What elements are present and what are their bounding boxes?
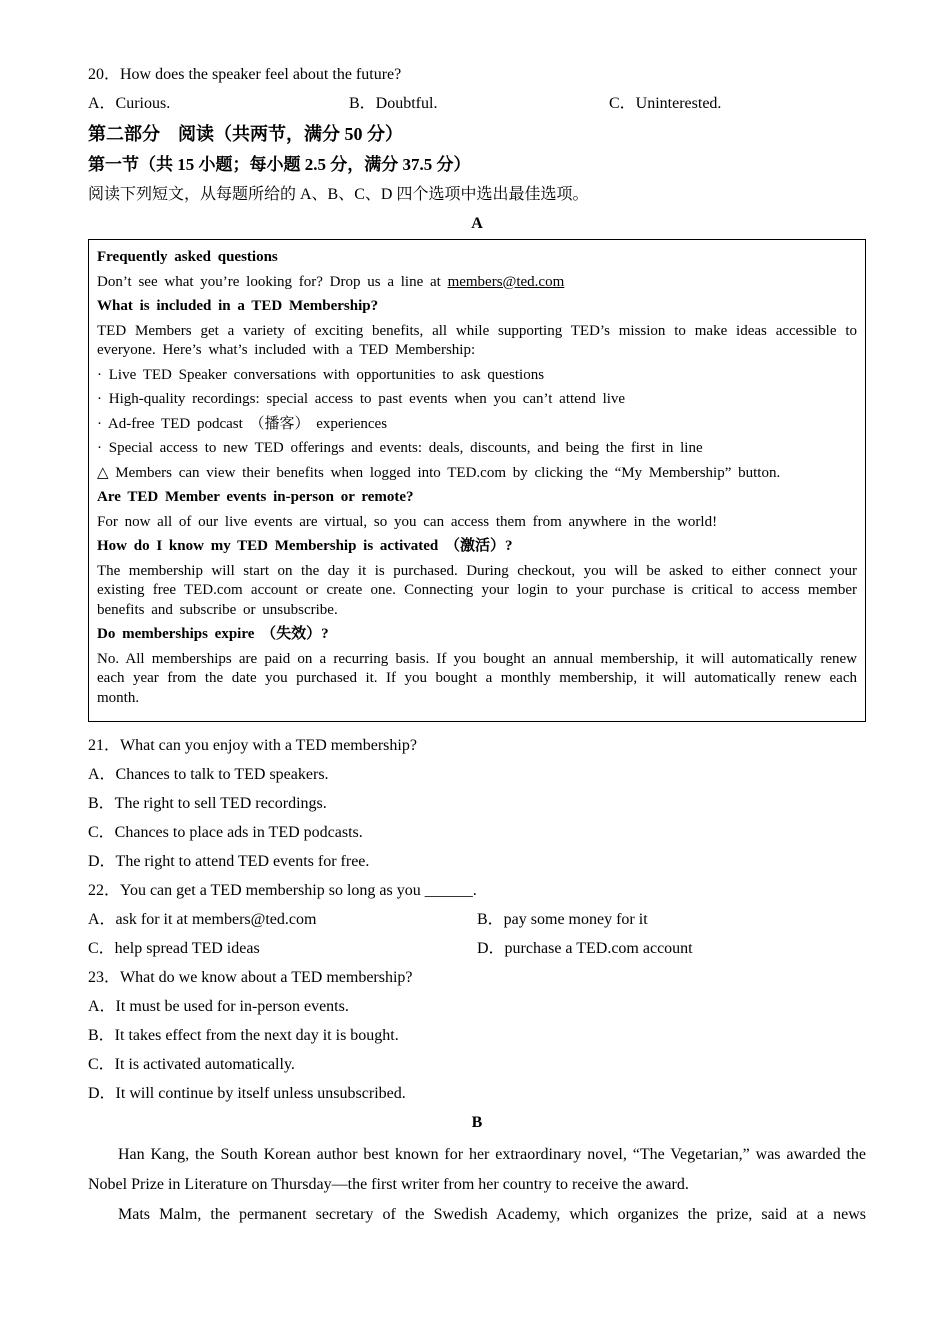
- question-23-option-a: A．It must be used for in-person events.: [88, 998, 349, 1015]
- faq-question-3-body: The membership will start on the day it is purchased. During checkout, you will be asked to either connect your existing free TED.com account or create one. Connecting your login to your purchase is critical to access member benefits and subscribe or unsubscribe.: [97, 562, 857, 618]
- question-22-option-c: C．help spread TED ideas: [88, 940, 260, 957]
- question-23-text: 23．What do we know about a TED membership?: [88, 969, 413, 986]
- question-23-option-b: B．It takes effect from the next day it is bought.: [88, 1027, 399, 1044]
- question-22-option-b: B．pay some money for it: [477, 911, 648, 928]
- question-22-text: 22．You can get a TED membership so long as you ______.: [88, 882, 477, 899]
- question-22-options-row-1: [88, 909, 866, 930]
- faq-membership-note: △ Members can view their benefits when logged into TED.com by clicking the “My Membership” button.: [97, 464, 781, 481]
- faq-bullet-item: · Ad-free TED podcast （播客） experiences: [97, 415, 388, 432]
- question-21-text: 21．What can you enjoy with a TED membership?: [88, 737, 417, 754]
- question-23-option-d: D．It will continue by itself unless unsubscribed.: [88, 1085, 406, 1102]
- passage-b-paragraph-1: Han Kang, the South Korean author best known for her extraordinary novel, “The Vegetarian,” was awarded the Nobel Prize in Literature on Thursday—the first writer from her country to receive the award.: [88, 1146, 866, 1193]
- question-20-text: 20．How does the speaker feel about the future?: [88, 66, 402, 83]
- faq-bullet-item: · Special access to new TED offerings and events: deals, discounts, and being the first in line: [97, 440, 703, 456]
- faq-question-4-heading: Do memberships expire （失效）?: [97, 626, 329, 642]
- part2-heading: 第二部分 阅读（共两节，满分 50 分）: [88, 124, 403, 144]
- passage-b-label: B: [471, 1114, 483, 1131]
- passage-b-paragraph-2: Mats Malm, the permanent secretary of the Swedish Academy, which organizes the prize, said at a news: [118, 1206, 866, 1223]
- question-20-options: [88, 93, 866, 114]
- faq-question-2-body: For now all of our live events are virtual, so you can access them from anywhere in the world!: [97, 513, 718, 530]
- reading-instructions: 阅读下列短文，从每题所给的 A、B、C、D 四个选项中选出最佳选项。: [88, 186, 589, 203]
- question-21-option-b: B．The right to sell TED recordings.: [88, 795, 327, 812]
- section1-heading: 第一节（共 15 小题；每小题 2.5 分，满分 37.5 分）: [88, 155, 471, 174]
- faq-question-1-heading: What is included in a TED Membership?: [97, 298, 379, 314]
- question-22-option-d: D．purchase a TED.com account: [477, 940, 693, 957]
- faq-question-2-heading: Are TED Member events in-person or remote?: [97, 489, 414, 505]
- question-20-option-b: B．Doubtful.: [349, 95, 438, 112]
- faq-contact-line: [97, 273, 857, 293]
- faq-question-3-heading: How do I know my TED Membership is activated （激活）?: [97, 538, 513, 554]
- question-20-option-a: A．Curious.: [88, 95, 171, 112]
- question-20-option-c: C．Uninterested.: [609, 95, 722, 112]
- question-22-option-a: A．ask for it at members@ted.com: [88, 911, 317, 928]
- question-21-option-a: A．Chances to talk to TED speakers.: [88, 766, 329, 783]
- faq-box: [88, 239, 866, 722]
- passage-a-label: A: [471, 215, 483, 232]
- question-23-option-c: C．It is activated automatically.: [88, 1056, 295, 1073]
- faq-title: Frequently asked questions: [97, 249, 278, 265]
- question-22-options-row-2: [88, 938, 866, 959]
- faq-bullet-item: · High-quality recordings: special access to past events when you can’t attend live: [97, 391, 626, 407]
- faq-question-4-body: No. All memberships are paid on a recurring basis. If you bought an annual membership, it will automatically renew each year from the date you purchased it. If you bought a monthly membership, it will automatically renew each month.: [97, 650, 857, 706]
- faq-bullet-item: · Live TED Speaker conversations with opportunities to ask questions: [97, 366, 545, 383]
- question-21-option-d: D．The right to attend TED events for free.: [88, 853, 370, 870]
- faq-question-1-body: TED Members get a variety of exciting benefits, all while supporting TED’s mission to make ideas accessible to everyone. Here’s what’s included with a TED Membership:: [97, 322, 857, 358]
- faq-email-link[interactable]: members@ted.com: [447, 273, 565, 290]
- faq-contact-text: Don’t see what you’re looking for? Drop us a line at: [97, 273, 448, 290]
- question-21-option-c: C．Chances to place ads in TED podcasts.: [88, 824, 363, 841]
